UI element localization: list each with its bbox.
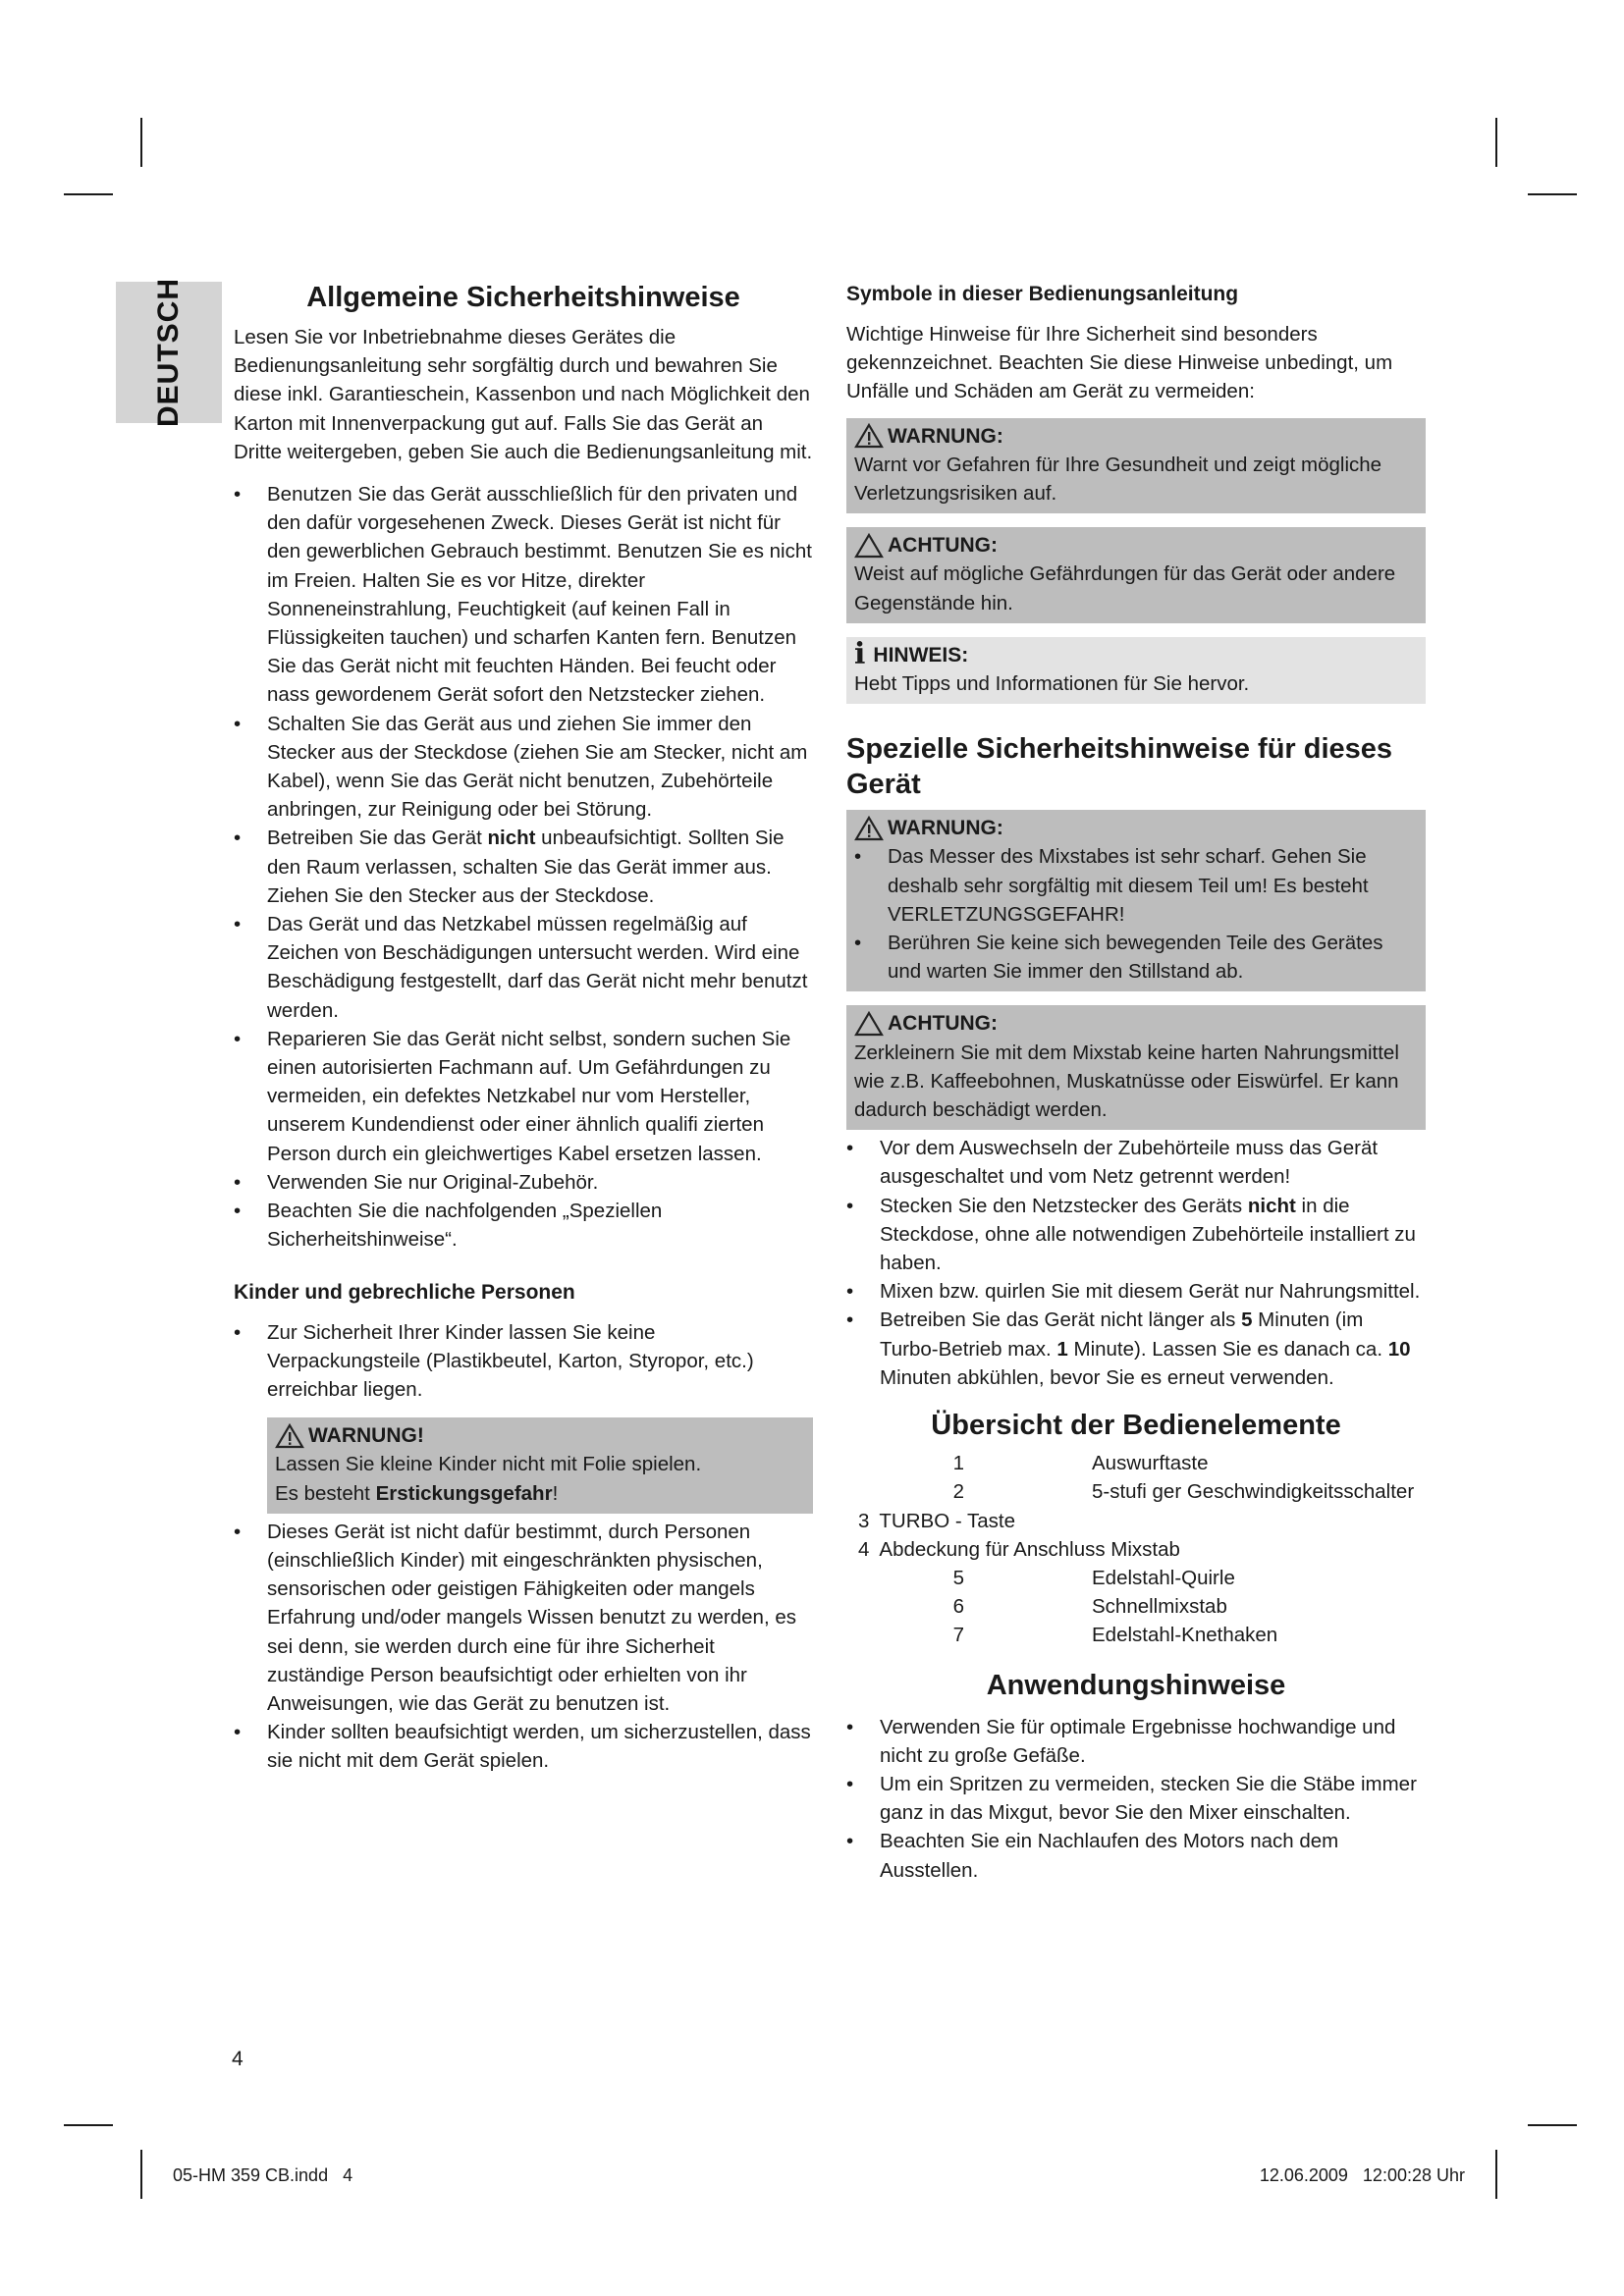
warning-title-text: WARNUNG! [308,1424,424,1448]
box-text: Warnt vor Gefahren für Ihre Gesundheit und zeigt mögliche Verletzungsrisiken auf. [854,453,1382,506]
item-label: Edelstahl-Quirle [1092,1566,1235,1589]
text: Betreiben Sie das Gerät nicht länger als [880,1308,1242,1332]
box-title [854,637,1420,672]
general-safety-heading: Allgemeine Sicherheitshinweise [306,282,740,313]
text: Stecken Sie den Netzstecker des Geräts [880,1194,1248,1217]
item-label: Schnellmixstab [1092,1595,1227,1619]
item-number: 5 [952,1566,964,1589]
usage-heading: Anwendungshinweise [986,1669,1286,1701]
page-number: 4 [232,2048,244,2070]
list-item: • Das Messer des Mixstabes ist sehr scharf. Gehen Sie deshalb sehr sorgfältig mit diesem Teil um! Es besteht VERLETZUNGSGEFAHR! [854,842,1420,929]
children-heading: Kinder und gebrechliche Personen [234,1280,575,1304]
warning-box [267,1417,813,1514]
text: Betreiben Sie das Gerät [267,827,488,850]
crop-mark [64,193,113,195]
table-row [846,1564,1426,1592]
box-title [854,1009,1420,1038]
box-title-text: WARNUNG: [888,817,1003,840]
item-number: 6 [952,1595,964,1619]
list-item: • Schalten Sie das Gerät aus und ziehen Sie immer den Stecker aus der Steckdose (ziehen Sie am Stecker, nicht am Kabel), wenn Sie das Gerät nicht benutzen, Zubehörteile anbringen, zur Reinigung oder bei Störung. [234,710,813,825]
symbols-heading: Symbole in dieser Bedienungsanleitung [846,283,1239,305]
children-list [234,1318,813,1405]
crop-mark [1495,2150,1497,2199]
item-number: 4 [858,1537,870,1561]
special-list [846,1134,1426,1392]
bold-text: 5 [1241,1308,1253,1332]
box-text: Zerkleinern Sie mit dem Mixstab keine harten Nahrungsmittel wie z.B. Kaffeebohnen, Muskatnüsse oder Eiswürfel. Er kann dadurch beschädigt werden. [854,1041,1399,1122]
special-warning-box [846,810,1426,991]
warning-line-1: Lassen Sie kleine Kinder nicht mit Folie spielen. [275,1453,702,1476]
list-item [846,1306,1426,1392]
box-title [854,531,1420,560]
crop-mark [1528,193,1577,195]
info-icon: i [854,637,866,672]
caution-triangle-icon [854,1011,884,1037]
table-row [846,1449,1426,1477]
list-item: • Beachten Sie die nachfolgenden „Speziellen Sicherheitshinweise“. [234,1197,813,1254]
overview-table [846,1449,1426,1649]
caution-triangle-icon [854,533,884,559]
warning-box-title [275,1421,807,1450]
warning-triangle-icon [854,816,884,841]
slug-filename: 05-HM 359 CB.indd 4 [173,2165,353,2185]
text: unbeaufsichtigt. Sollten Sie den Raum verlassen, schalten Sie das Gerät immer aus. Ziehen Sie den Stecker aus der Steckdose. [267,827,785,907]
text: Es besteht [275,1481,376,1505]
special-warning-list [854,842,1420,986]
box-title [854,422,1420,451]
bold-text: nicht [1247,1194,1296,1217]
text: Minute). Lassen Sie es danach ca. [1067,1337,1388,1361]
box-text: Hebt Tipps und Informationen für Sie hervor. [854,672,1250,696]
list-item: • Kinder sollten beaufsichtigt werden, um sicherzustellen, dass sie nicht mit dem Gerät spielen. [234,1718,813,1775]
language-tab-label: DEUTSCH [152,277,185,428]
item-number: 1 [952,1452,964,1475]
symbols-intro: Wichtige Hinweise für Ihre Sicherheit sind besonders gekennzeichnet. Beachten Sie diese Hinweise unbedingt, um Unfälle und Schäden am Gerät zu vermeiden: [846,323,1393,403]
list-item: • Um ein Spritzen zu vermeiden, stecken Sie die Stäbe immer ganz in das Mixgut, bevor Sie den Mixer einschalten. [846,1770,1426,1827]
table-row [846,1507,1426,1535]
usage-list [846,1713,1426,1885]
list-item: • Das Gerät und das Netzkabel müssen regelmäßig auf Zeichen von Beschädigungen untersucht werden. Wird eine Beschädigung festgestellt, darf das Gerät nicht mehr benutzt werden. [234,910,813,1025]
warning-triangle-icon [854,423,884,449]
list-item: • Vor dem Auswechseln der Zubehörteile muss das Gerät ausgeschaltet und vom Netz getrennt werden! [846,1134,1426,1191]
list-item [846,1192,1426,1278]
table-row [846,1592,1426,1621]
bold-text: 10 [1387,1337,1411,1361]
crop-mark [64,2124,113,2126]
table-row [846,1535,1426,1564]
language-tab [116,277,222,428]
children-list-2 [234,1518,813,1776]
list-item: • Mixen bzw. quirlen Sie mit diesem Gerät nur Nahrungsmittel. [846,1277,1426,1306]
bold-text: nicht [487,827,536,850]
item-label: Abdeckung für Anschluss Mixstab [879,1537,1180,1561]
overview-heading: Übersicht der Bedienelemente [931,1410,1341,1442]
table-row [846,1621,1426,1649]
box-title [854,814,1420,842]
text: in die Steckdose, ohne alle notwendigen Zubehörteile installiert zu haben. [880,1194,1416,1275]
list-item: • Verwenden Sie für optimale Ergebnisse hochwandige und nicht zu große Gefäße. [846,1713,1426,1770]
box-text: Weist auf mögliche Gefährdungen für das Gerät oder andere Gegenstände hin. [854,562,1396,614]
warning-line-2 [275,1479,807,1508]
special-caution-box [846,1005,1426,1130]
text: Minuten abkühlen, bevor Sie es erneut verwenden. [880,1365,1334,1389]
left-column [234,280,813,1776]
intro-paragraph: Lesen Sie vor Inbetriebnahme dieses Gerätes die Bedienungsanleitung sehr sorgfältig durch und bewahren Sie diese inkl. Garantieschein, Kassenbon und nach Möglichkeit den Karton mit Innenverpackung gut auf. Falls Sie das Gerät an Dritte weitergeben, geben Sie auch die Bedienungsanleitung mit. [234,326,813,463]
text: Minuten (im Turbo-Betrieb max. [880,1308,1364,1361]
warning-symbol-box [846,418,1426,514]
item-number: 3 [858,1509,870,1532]
crop-mark [140,118,142,167]
item-label: TURBO - Taste [879,1509,1016,1532]
list-item: • Verwenden Sie nur Original-Zubehör. [234,1168,813,1197]
box-title-text: WARNUNG: [888,424,1003,448]
crop-mark [140,2150,142,2199]
table-row [846,1477,1426,1506]
text: ! [552,1481,559,1505]
item-label: Edelstahl-Knethaken [1092,1624,1278,1647]
crop-mark [1495,118,1497,167]
item-label: 5-stufi ger Geschwindigkeitsschalter [1092,1480,1415,1504]
bold-text: Erstickungsgefahr [375,1481,553,1505]
crop-mark [1528,2124,1577,2126]
box-title-text: HINWEIS: [873,643,969,667]
note-symbol-box [846,637,1426,704]
list-item: • Zur Sicherheit Ihrer Kinder lassen Sie keine Verpackungsteile (Plastikbeutel, Karton, Styropor, etc.) erreichbar liegen. [234,1318,813,1405]
item-number: 2 [952,1480,964,1504]
list-item: • Beachten Sie ein Nachlaufen des Motors nach dem Ausstellen. [846,1827,1426,1884]
box-title-text: ACHTUNG: [888,534,998,558]
warning-triangle-icon [275,1423,304,1449]
list-item: • Berühren Sie keine sich bewegenden Teile des Gerätes und warten Sie immer den Stillstand ab. [854,929,1420,986]
right-column [846,280,1426,1885]
list-item: • Dieses Gerät ist nicht dafür bestimmt, durch Personen (einschließlich Kinder) mit eingeschränkten physischen, sensorischen oder geistigen Fähigkeiten oder mangels Erfahrung und/oder mangels Wissen benutzt zu werden, es sei denn, sie werden durch eine für ihre Sicherheit zuständige Person beaufsichtigt oder erhielten von ihr Anweisungen, wie das Gerät zu benutzen ist. [234,1518,813,1718]
list-item [234,824,813,910]
bold-text: 1 [1056,1337,1068,1361]
safety-list [234,480,813,1254]
caution-symbol-box [846,527,1426,623]
slug-timestamp: 12.06.2009 12:00:28 Uhr [1259,2165,1465,2185]
list-item: • Reparieren Sie das Gerät nicht selbst, sondern suchen Sie einen autorisierten Fachmann auf. Um Gefährdungen zu vermeiden, ein defektes Netzkabel nur vom Hersteller, unserem Kundendienst oder einer ähnlich qualifi zierten Person durch ein gleichwertiges Kabel ersetzen lassen. [234,1025,813,1168]
special-safety-heading: Spezielle Sicherheitshinweise für dieses Gerät [846,733,1393,801]
item-label: Auswurftaste [1092,1452,1209,1475]
item-number: 7 [952,1624,964,1647]
box-title-text: ACHTUNG: [888,1012,998,1036]
list-item: • Benutzen Sie das Gerät ausschließlich für den privaten und den dafür vorgesehenen Zweck. Dieses Gerät ist nicht für den gewerblichen Gebrauch bestimmt. Benutzen Sie es nicht im Freien. Halten Sie es vor Hitze, direkter Sonneneinstrahlung, Feuchtigkeit (auf keinen Fall in Flüssigkeiten tauchen) und scharfen Kanten fern. Benutzen Sie das Gerät nicht mit feuchten Händen. Bei feucht oder nass gewordenem Gerät sofort den Netzstecker ziehen. [234,480,813,710]
